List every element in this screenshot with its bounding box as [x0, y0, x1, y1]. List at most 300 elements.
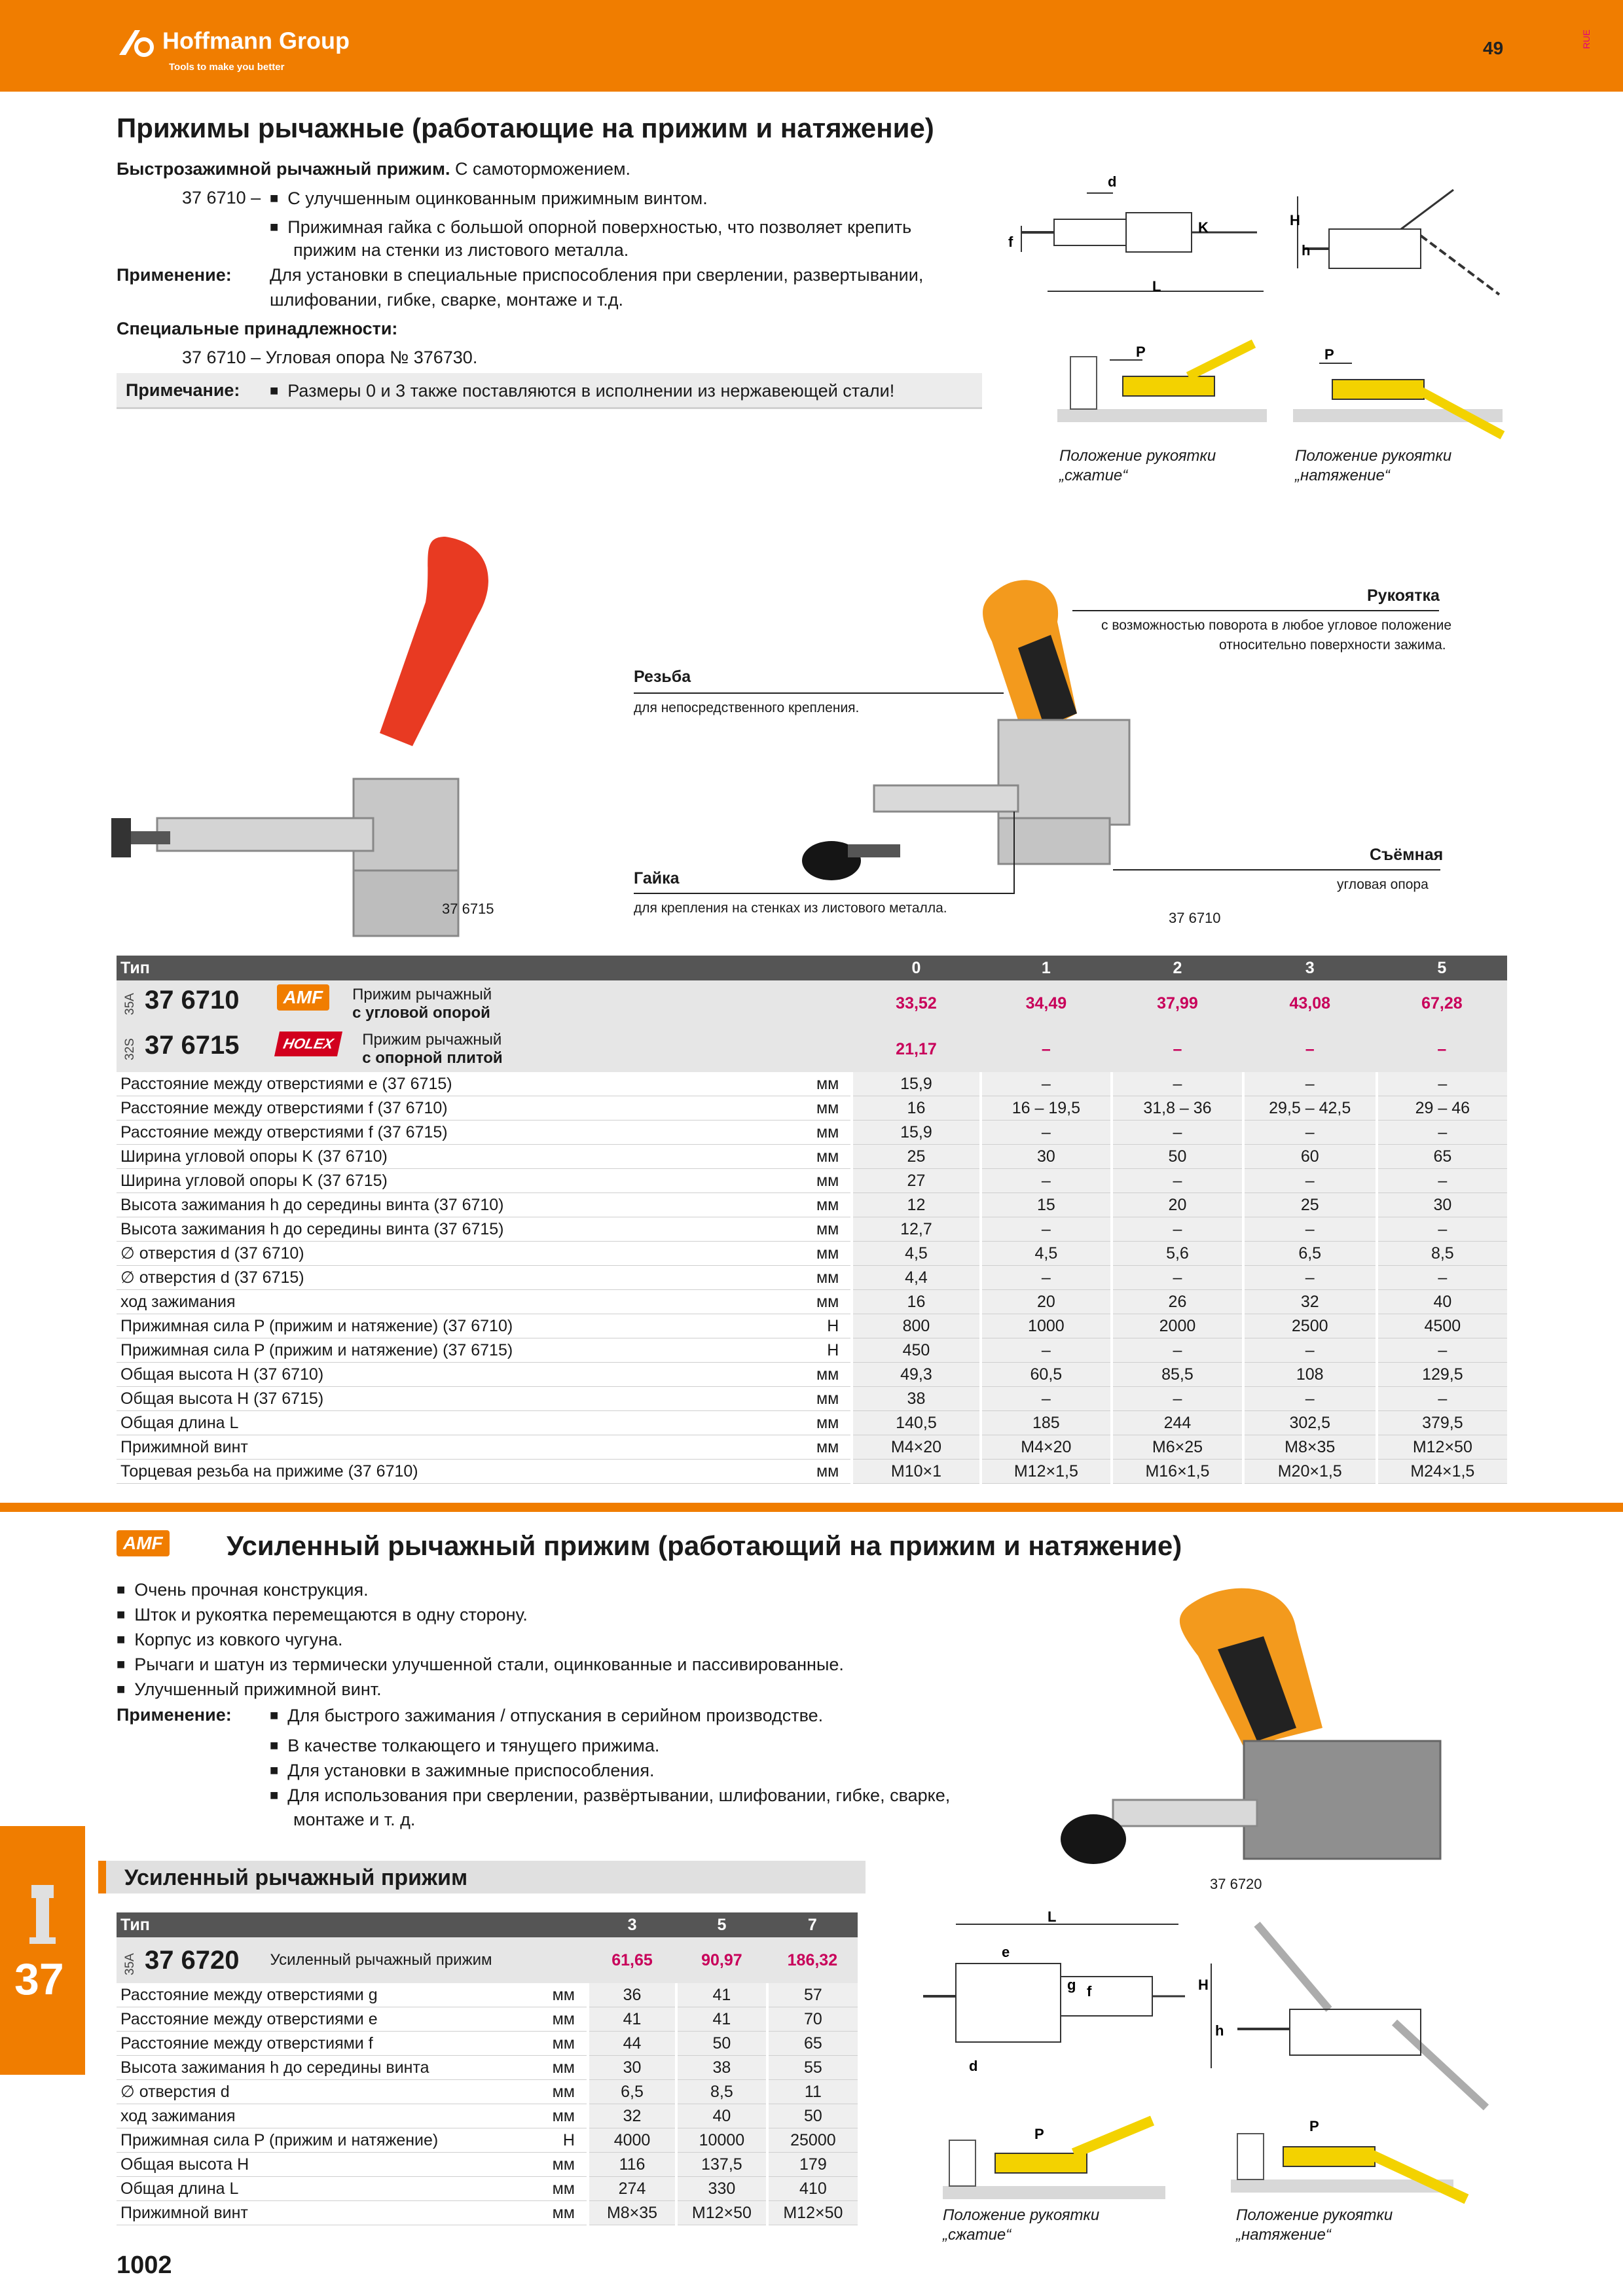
- value-cell: –: [1243, 1387, 1377, 1411]
- row-unit: мм: [720, 1290, 852, 1314]
- value-cell: –: [1243, 1072, 1377, 1096]
- value-cell: M6×25: [1112, 1435, 1243, 1460]
- callout-line: [1113, 869, 1440, 870]
- value-cell: 31,8 – 36: [1112, 1096, 1243, 1121]
- row-unit: мм: [720, 1266, 852, 1290]
- value-cell: 6,5: [1243, 1242, 1377, 1266]
- chapter-number: 37: [14, 1954, 64, 2004]
- position-pull-drawing-2: [1231, 2108, 1480, 2206]
- value-cell: 185: [981, 1411, 1112, 1435]
- value-cell: M24×1,5: [1377, 1460, 1507, 1484]
- size-header: 2: [1112, 956, 1243, 980]
- brand-tagline: Tools to make you better: [169, 62, 285, 73]
- value-cell: –: [981, 1121, 1112, 1145]
- value-cell: 6,5: [588, 2080, 676, 2104]
- amf-brand-icon: AMF: [277, 984, 330, 1011]
- row-unit: мм: [513, 2177, 588, 2201]
- value-cell: M4×20: [852, 1435, 980, 1460]
- row-unit: мм: [720, 1217, 852, 1242]
- dim-label-d: d: [1108, 173, 1117, 190]
- table-row: [117, 1266, 1507, 1290]
- price-cell: 186,32: [767, 1937, 858, 1983]
- table-row: [117, 2080, 858, 2104]
- value-cell: 330: [676, 2177, 767, 2201]
- application-item: ■ В качестве толкающего и тянущего прижима.: [270, 1733, 659, 1758]
- table-row: [117, 2128, 858, 2153]
- value-cell: 15,9: [852, 1121, 980, 1145]
- value-cell: 60: [1243, 1145, 1377, 1169]
- hoffmann-logo-icon: [117, 26, 157, 59]
- value-cell: 16: [852, 1290, 980, 1314]
- chapter-tab: [0, 1826, 85, 2075]
- value-cell: 40: [676, 2104, 767, 2128]
- dim-label-l: L: [1152, 278, 1161, 295]
- table-row: [117, 1072, 1507, 1096]
- caption-press: Положение рукоятки „сжатие“: [1059, 447, 1216, 484]
- dim-label-h-total: H: [1290, 212, 1300, 228]
- value-cell: 108: [1243, 1363, 1377, 1387]
- product-photo-376720: [1048, 1577, 1519, 1878]
- value-cell: 27: [852, 1169, 980, 1193]
- product-photo-376715: [105, 524, 524, 942]
- accessories-label: Специальные принадлежности:: [117, 319, 398, 338]
- value-cell: M12×1,5: [981, 1460, 1112, 1484]
- value-cell: 50: [676, 2032, 767, 2056]
- price-cell: 34,49: [981, 980, 1112, 1026]
- callout-line: [634, 692, 1004, 694]
- table-row: [117, 1242, 1507, 1266]
- product-tag: 35A: [123, 1952, 137, 1975]
- svg-text:e: e: [1002, 1944, 1010, 1960]
- value-cell: –: [1112, 1387, 1243, 1411]
- product-label-right: 37 6710: [1169, 910, 1221, 926]
- row-label: Прижимная сила P (прижим и натяжение) (37 6715): [117, 1338, 720, 1363]
- value-cell: M8×35: [588, 2201, 676, 2225]
- value-cell: 1000: [981, 1314, 1112, 1338]
- caption-pull: Положение рукоятки „натяжение“: [1295, 447, 1452, 484]
- value-cell: 2000: [1112, 1314, 1243, 1338]
- row-label: Расстояние между отверстиями e (37 6715): [117, 1072, 720, 1096]
- value-cell: M10×1: [852, 1460, 980, 1484]
- value-cell: –: [1112, 1169, 1243, 1193]
- price-cell: 43,08: [1243, 980, 1377, 1026]
- value-cell: –: [1112, 1338, 1243, 1363]
- value-cell: –: [1377, 1169, 1507, 1193]
- value-cell: –: [1377, 1121, 1507, 1145]
- table-row: [117, 1193, 1507, 1217]
- row-label: Прижимной винт: [117, 2201, 513, 2225]
- row-label: Общая длина L: [117, 1411, 720, 1435]
- value-cell: 65: [767, 2032, 858, 2056]
- value-cell: M16×1,5: [1112, 1460, 1243, 1484]
- value-cell: M8×35: [1243, 1435, 1377, 1460]
- feature-item: ■ С улучшенным оцинкованным прижимным винтом.: [270, 186, 708, 211]
- row-unit: мм: [513, 2007, 588, 2032]
- value-cell: 40: [1377, 1290, 1507, 1314]
- row-unit: мм: [720, 1096, 852, 1121]
- callout-handle-text: относительно поверхности зажима.: [1219, 637, 1446, 653]
- value-cell: 44: [588, 2032, 676, 2056]
- caption-press-2: Положение рукоятки „сжатие“: [943, 2206, 1100, 2244]
- price-cell: –: [1377, 1026, 1507, 1072]
- note-label: Примечание:: [126, 380, 240, 400]
- feature-item: ■ Корпус из ковкого чугуна.: [117, 1627, 343, 1652]
- clamp-side-drawing-bottom: [1198, 1911, 1512, 2121]
- row-unit: Н: [513, 2128, 588, 2153]
- price-cell: 90,97: [676, 1937, 767, 1983]
- table-row: [117, 1460, 1507, 1484]
- value-cell: 10000: [676, 2128, 767, 2153]
- row-label: Высота зажимания h до середины винта: [117, 2056, 513, 2080]
- table-row: [117, 2104, 858, 2128]
- row-label: Высота зажимания h до середины винта (37 6715): [117, 1217, 720, 1242]
- row-unit: мм: [720, 1460, 852, 1484]
- value-cell: 30: [588, 2056, 676, 2080]
- value-cell: 2500: [1243, 1314, 1377, 1338]
- row-unit: мм: [720, 1121, 852, 1145]
- svg-text:f: f: [1087, 1983, 1092, 2000]
- specs-table-2: [117, 1912, 858, 2225]
- table2-section-title: Усиленный рычажный прижим: [124, 1865, 468, 1890]
- table-row: [117, 2201, 858, 2225]
- note-text: ■ Размеры 0 и 3 также поставляются в исполнении из нержавеющей стали!: [270, 378, 894, 403]
- value-cell: 70: [767, 2007, 858, 2032]
- table-row: [117, 1145, 1507, 1169]
- product-label-376720: 37 6720: [1210, 1876, 1262, 1892]
- row-label: Расстояние между отверстиями e: [117, 2007, 513, 2032]
- table-header-row: [117, 1912, 858, 1937]
- section1-intro: Быстрозажимной рычажный прижим. С самоторможением.: [117, 159, 631, 179]
- value-cell: 11: [767, 2080, 858, 2104]
- value-cell: 25: [852, 1145, 980, 1169]
- position-press-drawing: [1057, 331, 1280, 429]
- value-cell: 50: [767, 2104, 858, 2128]
- callout-handle-title: Рукоятка: [1367, 586, 1440, 605]
- value-cell: M12×50: [1377, 1435, 1507, 1460]
- value-cell: 30: [1377, 1193, 1507, 1217]
- size-header: 5: [1377, 956, 1507, 980]
- value-cell: –: [1377, 1072, 1507, 1096]
- feature-item: ■ Очень прочная конструкция.: [117, 1577, 369, 1602]
- table-row: [117, 1314, 1507, 1338]
- article-number: 37 6720: [144, 1945, 240, 1975]
- value-cell: M20×1,5: [1243, 1460, 1377, 1484]
- value-cell: 16 – 19,5: [981, 1096, 1112, 1121]
- product-tag: 32S: [123, 1037, 137, 1060]
- value-cell: 41: [676, 1983, 767, 2007]
- price-cell: –: [1243, 1026, 1377, 1072]
- callout-nut-text: для крепления на стенках из листового металла.: [634, 901, 947, 916]
- clamp-dimension-drawing-top: [1008, 173, 1283, 304]
- row-unit: мм: [720, 1169, 852, 1193]
- row-label: Общая длина L: [117, 2177, 513, 2201]
- table-row: [117, 1096, 1507, 1121]
- value-cell: 30: [981, 1145, 1112, 1169]
- row-unit: мм: [720, 1193, 852, 1217]
- row-unit: мм: [720, 1242, 852, 1266]
- value-cell: 20: [981, 1290, 1112, 1314]
- callout-line: [634, 893, 1015, 894]
- table-row: [117, 1169, 1507, 1193]
- table-row: [117, 1363, 1507, 1387]
- row-label: Высота зажимания h до середины винта (37 6710): [117, 1193, 720, 1217]
- row-unit: Н: [720, 1338, 852, 1363]
- svg-text:L: L: [1048, 1911, 1057, 1925]
- value-cell: –: [1243, 1121, 1377, 1145]
- value-cell: 29,5 – 42,5: [1243, 1096, 1377, 1121]
- row-label: ∅ отверстия d (37 6710): [117, 1242, 720, 1266]
- svg-text:h: h: [1215, 2022, 1224, 2039]
- value-cell: –: [1112, 1121, 1243, 1145]
- row-unit: мм: [720, 1145, 852, 1169]
- callout-removable-text: угловая опора: [1337, 877, 1429, 892]
- clamp-dimension-drawing-bottom: [917, 1911, 1192, 2081]
- row-label: Общая высота H: [117, 2153, 513, 2177]
- value-cell: 116: [588, 2153, 676, 2177]
- value-cell: 179: [767, 2153, 858, 2177]
- value-cell: 29 – 46: [1377, 1096, 1507, 1121]
- value-cell: 12: [852, 1193, 980, 1217]
- row-unit: мм: [513, 2056, 588, 2080]
- row-unit: мм: [720, 1072, 852, 1096]
- article-number: 37 6710: [144, 985, 240, 1014]
- row-unit: Н: [720, 1314, 852, 1338]
- callout-line: [1013, 812, 1015, 894]
- row-unit: мм: [720, 1411, 852, 1435]
- row-label: Расстояние между отверстиями f (37 6715): [117, 1121, 720, 1145]
- table-row: [117, 1411, 1507, 1435]
- clamp-side-drawing-top: [1290, 177, 1512, 308]
- product-row: 35A 37 6710 AMF Прижим рычажный с угловой опорой 33,52 34,49 37,99 43,08 67,28: [117, 980, 1507, 1026]
- row-label: ход зажимания: [117, 2104, 513, 2128]
- svg-text:P: P: [1309, 2118, 1319, 2134]
- value-cell: 140,5: [852, 1411, 980, 1435]
- article-number: 37 6715: [144, 1030, 240, 1060]
- value-cell: 20: [1112, 1193, 1243, 1217]
- row-label: Прижимной винт: [117, 1435, 720, 1460]
- section2-brand: [117, 1530, 170, 1556]
- row-label: ∅ отверстия d (37 6715): [117, 1266, 720, 1290]
- application-text: Для установки в специальные приспособления при сверлении, развертывании,: [270, 265, 924, 285]
- value-cell: 65: [1377, 1145, 1507, 1169]
- type-header: Тип: [117, 956, 852, 980]
- value-cell: M12×50: [676, 2201, 767, 2225]
- value-cell: 15: [981, 1193, 1112, 1217]
- value-cell: –: [981, 1338, 1112, 1363]
- value-cell: 32: [588, 2104, 676, 2128]
- value-cell: M4×20: [981, 1435, 1112, 1460]
- value-cell: M12×50: [767, 2201, 858, 2225]
- footer-page-number: 1002: [117, 2251, 172, 2279]
- value-cell: –: [981, 1217, 1112, 1242]
- product-tag: 35A: [123, 992, 137, 1015]
- price-cell: 67,28: [1377, 980, 1507, 1026]
- row-label: Общая высота H (37 6710): [117, 1363, 720, 1387]
- size-header: 5: [676, 1912, 767, 1937]
- table-row: [117, 1435, 1507, 1460]
- value-cell: 4000: [588, 2128, 676, 2153]
- row-label: Прижимная сила P (прижим и натяжение): [117, 2128, 513, 2153]
- row-label: Расстояние между отверстиями f (37 6710): [117, 1096, 720, 1121]
- dim-label-f: f: [1008, 234, 1013, 250]
- value-cell: –: [981, 1266, 1112, 1290]
- value-cell: 49,3: [852, 1363, 980, 1387]
- application-item: ■ Для установки в зажимные приспособления.: [270, 1758, 655, 1783]
- value-cell: 85,5: [1112, 1363, 1243, 1387]
- value-cell: 15,9: [852, 1072, 980, 1096]
- size-header: 3: [1243, 956, 1377, 980]
- price-cell: –: [981, 1026, 1112, 1072]
- feature-item: ■ Рычаги и шатун из термически улучшенной стали, оцинкованные и пассивированные.: [117, 1652, 844, 1677]
- value-cell: –: [1377, 1338, 1507, 1363]
- value-cell: 8,5: [1377, 1242, 1507, 1266]
- application-item: ■ Для быстрого зажимания / отпускания в серийном производстве.: [270, 1703, 823, 1728]
- value-cell: –: [1377, 1266, 1507, 1290]
- brand-logo: [117, 26, 350, 65]
- value-cell: –: [1377, 1217, 1507, 1242]
- row-label: ∅ отверстия d: [117, 2080, 513, 2104]
- table-row: [117, 1338, 1507, 1363]
- row-label: Ширина угловой опоры K (37 6715): [117, 1169, 720, 1193]
- value-cell: 60,5: [981, 1363, 1112, 1387]
- value-cell: 38: [852, 1387, 980, 1411]
- row-unit: мм: [513, 2032, 588, 2056]
- value-cell: 41: [676, 2007, 767, 2032]
- row-label: ход зажимания: [117, 1290, 720, 1314]
- price-cell: –: [1112, 1026, 1243, 1072]
- accessories-text: 37 6710 – Угловая опора № 376730.: [182, 348, 478, 367]
- value-cell: –: [981, 1072, 1112, 1096]
- value-cell: 16: [852, 1096, 980, 1121]
- value-cell: –: [1377, 1387, 1507, 1411]
- table-row: [117, 2007, 858, 2032]
- section-divider: [0, 1503, 1623, 1512]
- row-unit: мм: [513, 2201, 588, 2225]
- row-unit: мм: [720, 1387, 852, 1411]
- value-cell: 38: [676, 2056, 767, 2080]
- row-unit: мм: [513, 2104, 588, 2128]
- value-cell: 41: [588, 2007, 676, 2032]
- svg-text:d: d: [969, 2058, 978, 2074]
- value-cell: 25: [1243, 1193, 1377, 1217]
- table-row: [117, 1121, 1507, 1145]
- price-cell: 37,99: [1112, 980, 1243, 1026]
- caption-pull-2: Положение рукоятки „натяжение“: [1236, 2206, 1393, 2244]
- value-cell: 4,5: [852, 1242, 980, 1266]
- callout-thread-title: Резьба: [634, 668, 691, 686]
- size-header: 0: [852, 956, 980, 980]
- value-cell: 36: [588, 1983, 676, 2007]
- value-cell: –: [1112, 1217, 1243, 1242]
- row-label: Общая высота H (37 6715): [117, 1387, 720, 1411]
- row-label: Расстояние между отверстиями g: [117, 1983, 513, 2007]
- price-cell: 33,52: [852, 980, 980, 1026]
- value-cell: 57: [767, 1983, 858, 2007]
- section1-art-ref: 37 6710 –: [182, 188, 261, 207]
- row-unit: мм: [720, 1435, 852, 1460]
- callout-nut-title: Гайка: [634, 869, 680, 888]
- force-label-p: P: [1136, 344, 1146, 360]
- specs-table-1: [117, 956, 1507, 1484]
- value-cell: –: [1112, 1266, 1243, 1290]
- value-cell: 25000: [767, 2128, 858, 2153]
- row-label: Ширина угловой опоры K (37 6710): [117, 1145, 720, 1169]
- value-cell: 4,5: [981, 1242, 1112, 1266]
- language-code: RUE: [1580, 29, 1592, 49]
- value-cell: 26: [1112, 1290, 1243, 1314]
- force-label-p: P: [1324, 346, 1334, 363]
- product-label-left: 37 6715: [442, 901, 494, 917]
- product-row: 32S 37 6715 HOLEX Прижим рычажный с опорной плитой 21,17 – – – –: [117, 1026, 1507, 1072]
- value-cell: –: [1112, 1072, 1243, 1096]
- svg-text:g: g: [1067, 1977, 1076, 1993]
- callout-removable-title: Съёмная: [1370, 846, 1444, 864]
- product-row: [117, 1937, 858, 1983]
- value-cell: 137,5: [676, 2153, 767, 2177]
- value-cell: –: [1243, 1217, 1377, 1242]
- value-cell: –: [1243, 1266, 1377, 1290]
- value-cell: 450: [852, 1338, 980, 1363]
- row-label: Прижимная сила P (прижим и натяжение) (37 6710): [117, 1314, 720, 1338]
- row-label: Расстояние между отверстиями f: [117, 2032, 513, 2056]
- value-cell: 12,7: [852, 1217, 980, 1242]
- table-row: [117, 2177, 858, 2201]
- brand-name: Hoffmann Group: [162, 27, 350, 54]
- value-cell: 32: [1243, 1290, 1377, 1314]
- price-cell: 21,17: [852, 1026, 980, 1072]
- value-cell: 50: [1112, 1145, 1243, 1169]
- dim-label-h: h: [1302, 242, 1311, 259]
- page-reference: 49: [1483, 38, 1504, 58]
- application-item-cont: монтаже и т. д.: [293, 1810, 416, 1829]
- value-cell: –: [981, 1169, 1112, 1193]
- feature-item: ■ Улучшенный прижимной винт.: [117, 1677, 382, 1702]
- size-header: 3: [588, 1912, 676, 1937]
- value-cell: –: [1243, 1338, 1377, 1363]
- table-row: [117, 1217, 1507, 1242]
- type-header: Тип: [117, 1912, 588, 1937]
- svg-text:P: P: [1034, 2126, 1044, 2142]
- callout-handle-text: с возможностью поворота в любое угловое положение: [1101, 618, 1452, 633]
- holex-brand-icon: HOLEX: [274, 1031, 342, 1056]
- value-cell: –: [1243, 1169, 1377, 1193]
- price-cell: 61,65: [588, 1937, 676, 1983]
- value-cell: 4,4: [852, 1266, 980, 1290]
- table-row: [117, 2153, 858, 2177]
- table-row: [117, 1290, 1507, 1314]
- size-header: 1: [981, 956, 1112, 980]
- row-label: Торцевая резьба на прижиме (37 6710): [117, 1460, 720, 1484]
- value-cell: 4500: [1377, 1314, 1507, 1338]
- clamp-chapter-icon: [26, 1885, 59, 1944]
- value-cell: 274: [588, 2177, 676, 2201]
- application-item: ■ Для использования при сверлении, развёртывании, шлифовании, гибке, сварке,: [270, 1783, 950, 1808]
- application-text: шлифовании, гибке, сварке, монтаже и т.д.: [270, 290, 623, 310]
- application-label: Применение:: [117, 265, 232, 285]
- table-row: [117, 2056, 858, 2080]
- section2-title: Усиленный рычажный прижим (работающий на прижим и натяжение): [227, 1530, 1182, 1561]
- position-pull-drawing: [1293, 344, 1516, 442]
- size-header: 7: [767, 1912, 858, 1937]
- svg-text:H: H: [1198, 1977, 1209, 1993]
- value-cell: 379,5: [1377, 1411, 1507, 1435]
- table-header-row: [117, 956, 1507, 980]
- value-cell: 5,6: [1112, 1242, 1243, 1266]
- feature-item: ■ Шток и рукоятка перемещаются в одну сторону.: [117, 1602, 528, 1627]
- feature-item-cont: прижим на стенки из листового металла.: [293, 240, 629, 260]
- value-cell: 244: [1112, 1411, 1243, 1435]
- table-row: [117, 2032, 858, 2056]
